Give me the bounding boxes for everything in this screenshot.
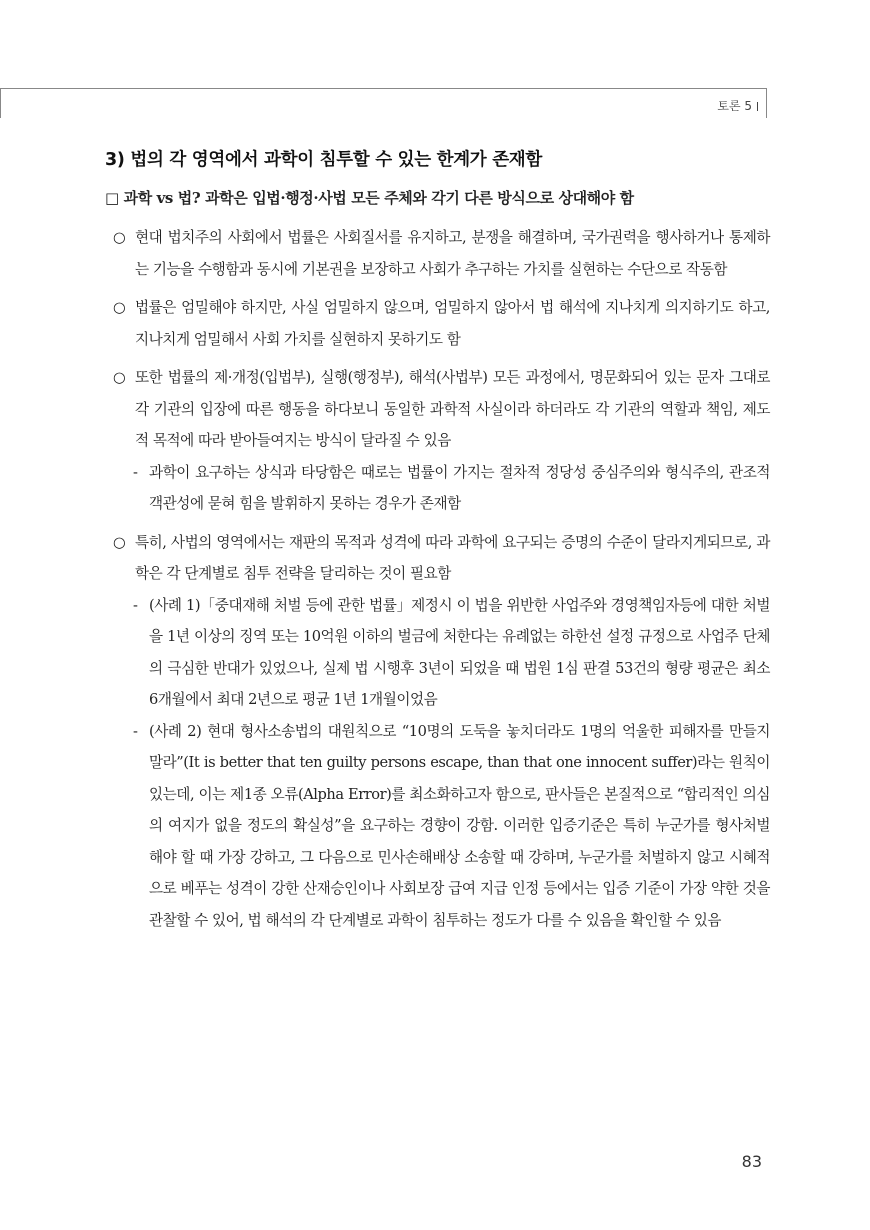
sub-item-text: 과학이 요구하는 상식과 타당함은 때로는 법률이 가지는 절차적 정당성 중심주의와 형식주의, 관조적 객관성에 묻혀 힘을 발휘하지 못하는 경우가 존재함: [149, 463, 770, 512]
header-rule-left: [0, 88, 1, 118]
page-number: 83: [741, 1152, 762, 1171]
paragraph: [105, 362, 770, 457]
sub-item-text: (사례 2) 현대 형사소송법의 대원칙으로 “10명의 도둑을 놓치더라도 1명의 억울한 피해자를 만들지 말라”(It is better that ten guilty persons escape, than that one innocent suffer)라는 원칙이 있는데, 이는 제1종 오류(Alpha Error)를 최소화하고자 함으로, 판사들은 본질적으로 “합리적인 의심의 여지가 없을 정도의 확실성”을 요구하는 경향이 강함. 이러한 입증기준은 특히 누군가를 형사처벌해야 할 때 가장 강하고, 그 다음으로 민사손해배상 소송할 때 강하며, 누군가를 처벌하지 않고 시혜적으로 베푸는 성격이 강한 산재승인이나 사회보장 급여 지급 인정 등에서는 입증 기준이 가장 약한 것을 관찰할 수 있어, 법 해석의 각 단계별로 과학이 침투하는 정도가 다를 수 있음을 확인할 수 있음: [149, 722, 770, 929]
paragraph: [105, 527, 770, 590]
running-head: [717, 97, 758, 114]
running-head-bar: [757, 102, 758, 111]
dash-bullet: -: [133, 596, 138, 614]
topic-heading: [105, 187, 634, 208]
dash-bullet: -: [133, 463, 138, 481]
sub-item: [105, 457, 770, 520]
sub-item: [105, 590, 770, 716]
running-head-text: 토론 5: [717, 99, 752, 113]
sub-item: [105, 716, 770, 937]
sub-item-text: (사례 1)「중대재해 처벌 등에 관한 법률」제정시 이 법을 위반한 사업주와 경영책임자등에 대한 처벌을 1년 이상의 징역 또는 10억원 이하의 벌금에 처한다는 유례없는 하한선 설정 규정으로 사업주 단체의 극심한 반대가 있었으나, 실제 법 시행후 3년이 되었을 때 법원 1심 판결 53건의 형량 평균은 최소 6개월에서 최대 2년으로 평균 1년 1개월이었음: [149, 596, 770, 708]
paragraph-text: 또한 법률의 제·개정(입법부), 실행(행정부), 해석(사법부) 모든 과정에서, 명문화되어 있는 문자 그대로 각 기관의 입장에 따른 행동을 하다보니 동일한 과학적 사실이라 하더라도 각 기관의 역할과 책임, 제도적 목적에 따라 받아들여지는 방식이 달라질 수 있음: [135, 369, 770, 449]
paragraph: [105, 292, 770, 355]
header-rule-right: [766, 88, 767, 118]
paragraph-text: 현대 법치주의 사회에서 법률은 사회질서를 유지하고, 분쟁을 해결하며, 국가권력을 행사하거나 통제하는 기능을 수행함과 동시에 기본권을 보장하고 사회가 추구하는 가치를 실현하는 수단으로 작동함: [135, 229, 770, 278]
circle-bullet: ○: [113, 299, 126, 316]
circle-bullet: ○: [113, 229, 126, 246]
paragraph-text: 법률은 엄밀해야 하지만, 사실 엄밀하지 않으며, 엄밀하지 않아서 법 해석에 지나치게 의지하기도 하고, 지나치게 엄밀해서 사회 가치를 실현하지 못하기도 함: [135, 299, 770, 348]
dash-bullet: -: [133, 722, 138, 740]
header-rule: [0, 88, 767, 89]
circle-bullet: ○: [113, 533, 126, 551]
topic-text: 과학 vs 법? 과학은 입법·행정·사법 모든 주체와 각기 다른 방식으로 상대해야 함: [123, 189, 634, 207]
paragraph: [105, 222, 770, 285]
paragraph-text: 특히, 사법의 영역에서는 재판의 목적과 성격에 따라 과학에 요구되는 증명의 수준이 달라지게되므로, 과학은 각 단계별로 침투 전략을 달리하는 것이 필요함: [135, 533, 770, 582]
section-title: 3) 법의 각 영역에서 과학이 침투할 수 있는 한계가 존재함: [105, 150, 543, 170]
topic-marker: □: [105, 189, 119, 207]
circle-bullet: ○: [113, 369, 126, 386]
body-content: [105, 222, 770, 936]
